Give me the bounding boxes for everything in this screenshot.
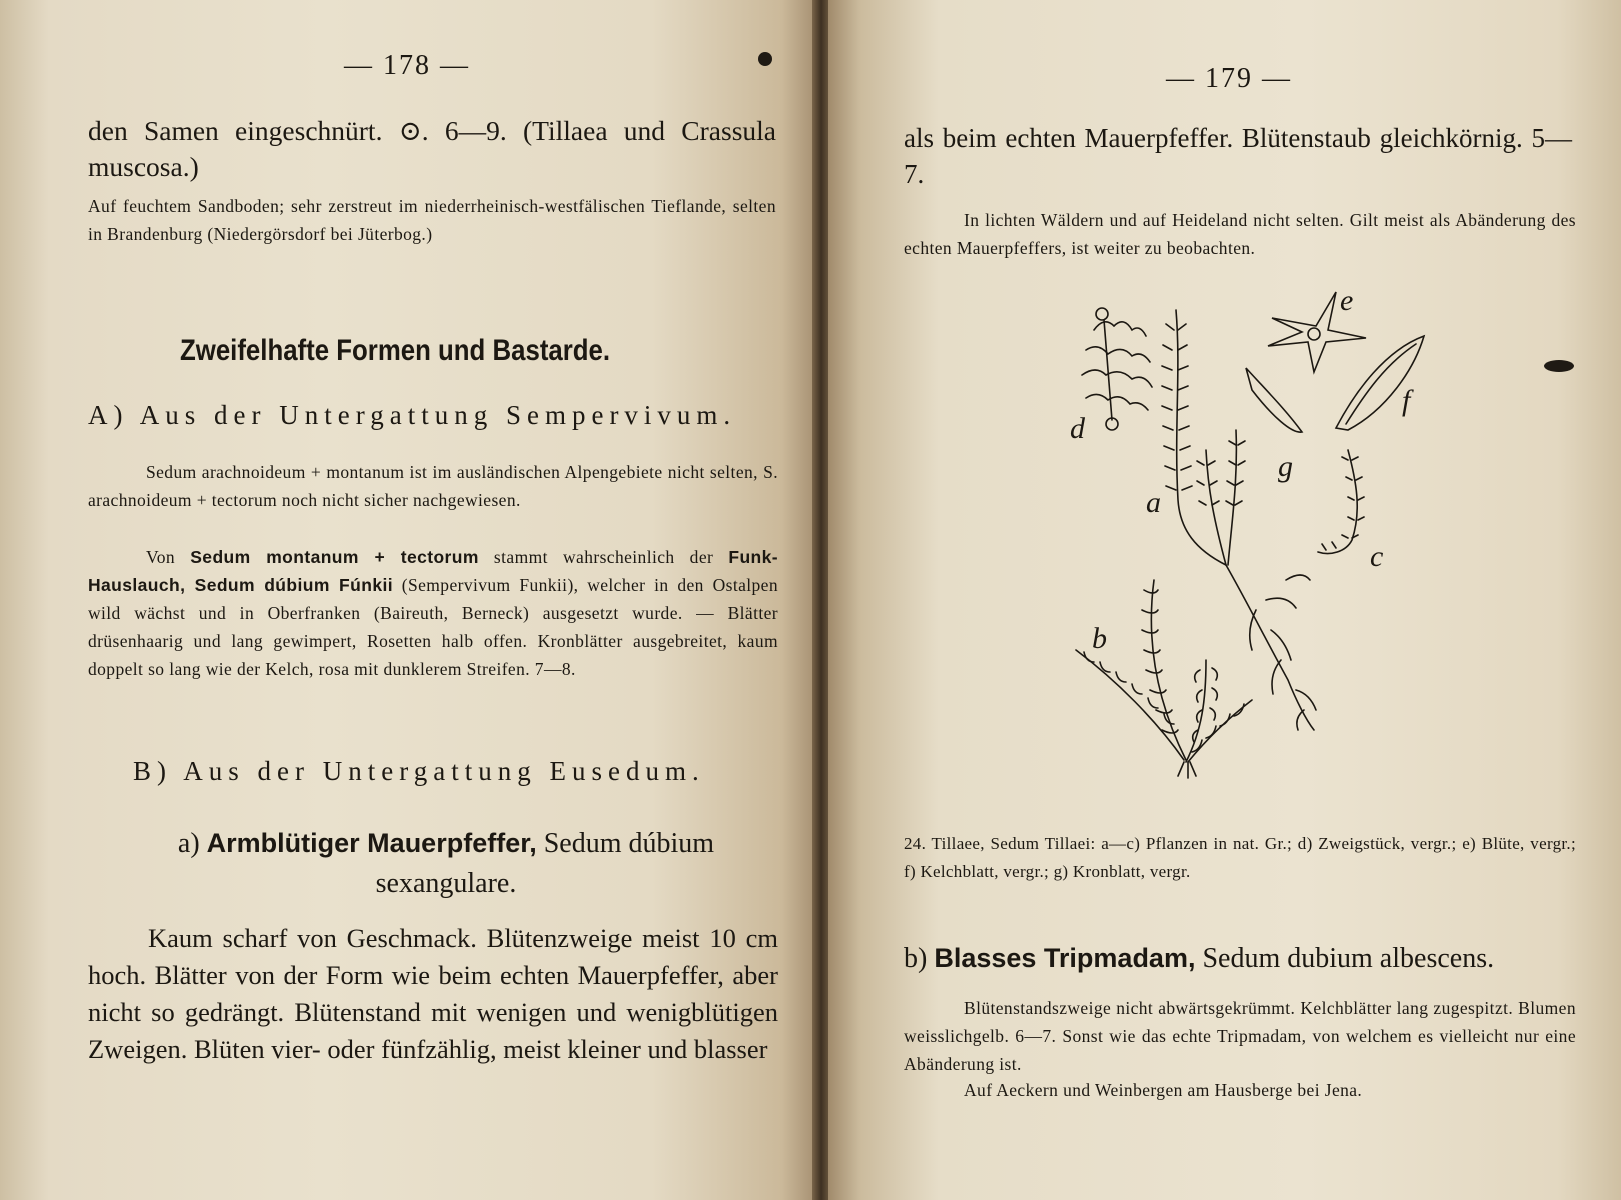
- species-a-latin-name: Sedum dúbium sexangulare.: [375, 828, 715, 899]
- figure-label-g: g: [1278, 450, 1293, 483]
- figure-label-a: a: [1146, 486, 1161, 519]
- figure-label-d: d: [1070, 412, 1085, 445]
- subsection-heading-b: B) Aus der Untergattung Eusedum.: [133, 756, 705, 786]
- paragraph-a2-lead: Von: [146, 547, 191, 567]
- figure-part-c: [1318, 450, 1364, 554]
- subsection-heading-a: A) Aus der Untergattung Sempervivum.: [88, 400, 737, 430]
- figure-part-b: [1076, 580, 1252, 778]
- ink-spot: [1544, 360, 1574, 372]
- paragraph-a1: Sedum arachnoideum + montanum ist im ausländischen Alpengebiete nicht selten, S. arachnoideum + tectorum noch nicht sicher nachgewiesen.: [88, 462, 778, 510]
- hybrid-name: Sedum montanum + tectorum: [190, 547, 479, 567]
- continuation-text: den Samen eingeschnürt. ⊙. 6—9. (Tillaea und Crassula muscosa.): [88, 115, 776, 182]
- page-number: — 178 —: [344, 50, 470, 81]
- species-heading-a: [116, 823, 776, 904]
- funk-hauslauch-name: Funk-Hauslauch, Sedum dúbium Fúnkii: [88, 547, 779, 595]
- figure-part-a: [1162, 310, 1316, 730]
- continuation-text: als beim echten Mauerpfeffer. Blütenstaub gleichkörnig. 5—7.: [904, 123, 1572, 189]
- species-b-prefix: b): [904, 943, 935, 974]
- paragraph-a2-rest: (Sempervivum Funkii), welcher in den Ostalpen wild wächst und in Oberfranken (Baireuth, Berneck) ausgesetzt wurde. — Blätter drüsenhaarig und lang gewimpert, Rosetten halb offen. Kronblätter ausgebreitet, kaum doppelt so lang wie der Kelch, rosa mit dunklerem Streifen. 7—8.: [88, 575, 778, 679]
- species-b-common-name: Blasses Tripmadam,: [934, 943, 1196, 973]
- figure-part-f: [1336, 336, 1424, 430]
- paragraph-a2-mid: stammt wahrscheinlich der: [478, 547, 729, 567]
- right-page: [828, 0, 1621, 1200]
- habitat-note: Auf feuchtem Sandboden; sehr zerstreut im niederrheinisch-westfälischen Tieflande, selten in Brandenburg (Niedergörsdorf bei Jüterbog.): [88, 196, 776, 244]
- figure-part-d: [1082, 308, 1152, 430]
- species-b-latin-name: Sedum dubium albescens.: [1195, 943, 1495, 974]
- paragraph-a2: [88, 543, 778, 683]
- figure-label-e: e: [1340, 284, 1354, 317]
- figure-24-illustration: [1056, 280, 1436, 820]
- habitat-note: In lichten Wäldern und auf Heideland nicht selten. Gilt meist als Abänderung des echten Mauerpfeffers, ist weiter zu beobachten.: [904, 210, 1576, 258]
- species-b-habitat: Auf Aeckern und Weinbergen am Hausberge bei Jena.: [964, 1080, 1363, 1100]
- species-heading-b: [904, 938, 1584, 979]
- species-a-prefix: a): [177, 828, 207, 859]
- figure-label-b: b: [1092, 622, 1107, 655]
- section-heading: Zweifelhafte Formen und Bastarde.: [180, 334, 611, 367]
- figure-label-c: c: [1370, 540, 1384, 573]
- figure-part-g: [1246, 368, 1302, 432]
- ink-spot: [758, 52, 772, 66]
- species-a-common-name: Armblütiger Mauerpfeffer,: [206, 828, 537, 858]
- species-a-description: Kaum scharf von Geschmack. Blütenzweige meist 10 cm hoch. Blätter von der Form wie beim echten Mauerpfeffer, aber nicht so gedrängt. Blütenstand mit wenigen und wenigblütigen Zweigen. Blüten vier- oder fünfzählig, meist kleiner und blasser: [88, 923, 778, 1064]
- figure-caption: 24. Tillaee, Sedum Tillaei: a—c) Pflanzen in nat. Gr.; d) Zweigstück, vergr.; e) Blüte, vergr.; f) Kelchblatt, vergr.; g) Kronblatt, vergr.: [904, 834, 1576, 881]
- figure-label-f: f: [1402, 384, 1411, 417]
- page-number: — 179 —: [1166, 63, 1292, 94]
- species-b-description: Blütenstandszweige nicht abwärtsgekrümmt. Kelchblätter lang zugespitzt. Blumen weisslichgelb. 6—7. Sonst wie das echte Tripmadam, von welchem es vielleicht nur eine Abänderung ist.: [904, 998, 1576, 1074]
